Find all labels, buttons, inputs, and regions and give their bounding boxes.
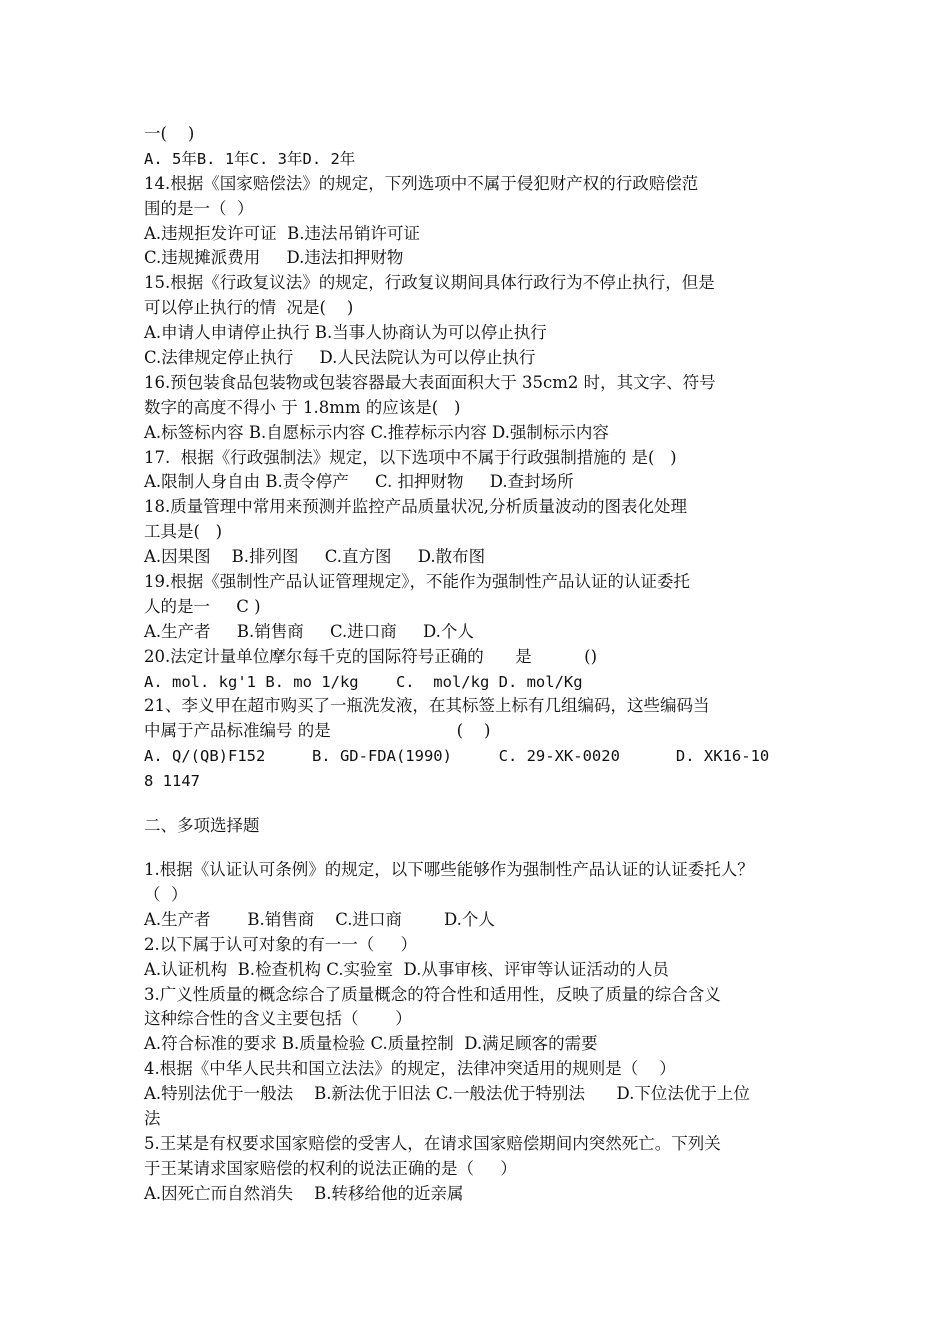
- mq5-options: A.因死亡而自然消失 B.转移给他的近亲属: [144, 1183, 464, 1203]
- mq2-options: A.认证机构 B.检查机构 C.实验室 D.从事审核、评审等认证活动的人员: [144, 959, 669, 979]
- mq1-options: A.生产者 B.销售商 C.进口商 D.个人: [144, 909, 495, 929]
- q15-options-ab: A.申请人申请停止执行 B.当事人协商认为可以停止执行: [144, 323, 547, 343]
- q20-options: A. mol. kg'1 B. mo 1/kg C. mol/kg D. mol/Kg: [144, 672, 583, 691]
- q19-options: A.生产者 B.销售商 C.进口商 D.个人: [144, 621, 474, 641]
- q18-stem-cont: 工具是( ): [144, 522, 223, 542]
- q21-stem-cont: 中属于产品标准编号 的是 ( ): [144, 721, 491, 741]
- q16-stem: 16.预包装食品包装物或包装容器最大表面面积大于 35cm2 时，其文字、符号: [144, 372, 716, 392]
- mq3-stem-cont: 这种综合性的含义主要包括（ ）: [144, 1009, 412, 1029]
- q13-options: A. 5年B. 1年C. 3年D. 2年: [144, 149, 356, 168]
- q17-stem: 17. 根据《行政强制法》规定，以下选项中不属于行政强制措施的 是( ): [144, 447, 677, 467]
- q21-stem: 21、李义甲在超市购买了一瓶洗发液，在其标签上标有几组编码，这些编码当: [144, 696, 710, 716]
- mq3-stem: 3.广义性质量的概念综合了质量概念的符合性和适用性，反映了质量的综合含义: [144, 984, 721, 1004]
- mq5-stem: 5.王某是有权要求国家赔偿的受害人，在请求国家赔偿期间内突然死亡。下列关: [144, 1133, 721, 1153]
- q21-options-cont: 8 1147: [144, 772, 200, 791]
- mq3-options: A.符合标准的要求 B.质量检验 C.质量控制 D.满足顾客的需要: [144, 1034, 598, 1054]
- mq5-stem-cont: 于王某请求国家赔偿的权利的说法正确的是（ ）: [144, 1158, 517, 1178]
- q14-stem-cont: 围的是一（ ）: [144, 198, 254, 218]
- section-spacer: [144, 794, 824, 812]
- q16-options: A.标签标内容 B.自愿标示内容 C.推荐标示内容 D.强制标示内容: [144, 422, 609, 442]
- mq1-stem: 1.根据《认证认可条例》的规定，以下哪些能够作为强制性产品认证的认证委托人？: [144, 860, 754, 880]
- section-spacer: [144, 840, 824, 858]
- q15-options-cd: C.法律规定停止执行 D.人民法院认为可以停止执行: [144, 348, 536, 368]
- q14-options-cd: C.违规摊派费用 D.违法扣押财物: [144, 248, 404, 268]
- q16-stem-cont: 数字的高度不得小 于 1.8mm 的应该是( ): [144, 397, 461, 417]
- section-2-title: 二、多项选择题: [144, 816, 260, 836]
- mq4-options-cont: 法: [144, 1108, 161, 1128]
- q13-stem-tail: 一( ): [144, 124, 195, 143]
- document-page: [144, 122, 824, 1207]
- q17-options: A.限制人身自由 B.责令停产 C. 扣押财物 D.查封场所: [144, 472, 574, 492]
- q19-stem-cont: 人的是一 C ): [144, 596, 261, 616]
- q18-options: A.因果图 B.排列图 C.直方图 D.散布图: [144, 547, 486, 567]
- q20-stem: 20.法定计量单位摩尔每千克的国际符号正确的 是 (): [144, 646, 598, 666]
- q15-stem: 15.根据《行政复议法》的规定，行政复议期间具体行政行为不停止执行，但是: [144, 273, 715, 293]
- mq2-stem: 2.以下属于认可对象的有一一（ ）: [144, 934, 417, 954]
- q18-stem: 18.质量管理中常用来预测并监控产品质量状况,分析质量波动的图表化处理: [144, 497, 687, 517]
- mq4-stem: 4.根据《中华人民共和国立法法》的规定，法律冲突适用的规则是（ ）: [144, 1059, 676, 1079]
- q14-stem: 14.根据《国家赔偿法》的规定，下列选项中不属于侵犯财产权的行政赔偿范: [144, 173, 699, 193]
- mq1-stem-cont: （ ）: [144, 884, 188, 904]
- q19-stem: 19.根据《强制性产品认证管理规定》，不能作为强制性产品认证的认证委托: [144, 572, 690, 592]
- q14-options-ab: A.违规拒发许可证 B.违法吊销许可证: [144, 223, 421, 243]
- q15-stem-cont: 可以停止执行的情 况是( ): [144, 298, 354, 318]
- mq4-options: A.特别法优于一般法 B.新法优于旧法 C.一般法优于特别法 D.下位法优于上位: [144, 1084, 750, 1104]
- q21-options: A. Q/(QB)F152 B. GD-FDA(1990) C. 29-XK-0020 D. XK16-10: [144, 747, 770, 766]
